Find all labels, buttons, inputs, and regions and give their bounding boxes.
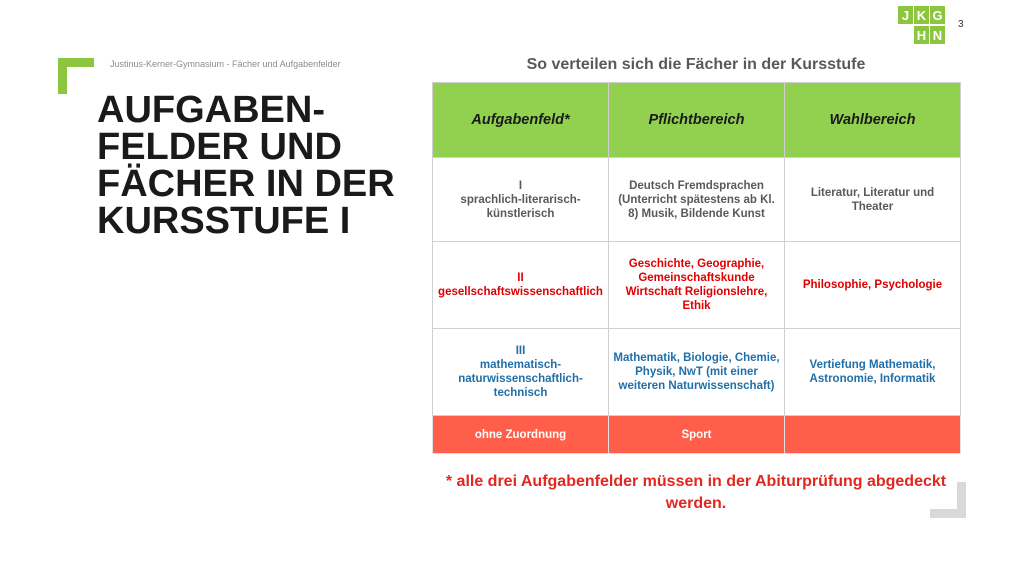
logo-letter: G: [930, 6, 945, 24]
logo-letter: N: [930, 26, 945, 44]
corner-bracket-top-left: [58, 58, 94, 94]
table-row-unassigned: [433, 416, 961, 454]
required-cell: Mathematik, Biologie, Chemie, Physik, NwT (mit einer weiteren Naturwissenschaft): [609, 329, 785, 416]
table-row: [433, 329, 961, 416]
logo-spacer: [898, 26, 913, 44]
elective-cell: Philosophie, Psychologie: [785, 242, 961, 329]
page-number: 3: [958, 19, 964, 30]
field-name: mathematisch-naturwissenschaftlich-technisch: [458, 359, 583, 399]
field-cell: [433, 158, 609, 242]
required-cell: Sport: [609, 416, 785, 454]
elective-cell: Literatur, Literatur und Theater: [785, 158, 961, 242]
school-logo: [898, 6, 946, 46]
field-cell: ohne Zuordnung: [433, 416, 609, 454]
field-number: I: [518, 179, 523, 192]
field-name: sprachlich-literarisch-künstlerisch: [460, 193, 581, 220]
required-cell: Geschichte, Geographie, Gemeinschaftskunde Wirtschaft Religionslehre, Ethik: [609, 242, 785, 329]
footnote: * alle drei Aufgabenfelder müssen in der Abiturprüfung abgedeckt werden.: [445, 473, 947, 512]
logo-letter: K: [914, 6, 929, 24]
logo-letter: J: [898, 6, 913, 24]
column-header-required: Pflichtbereich: [609, 83, 785, 158]
logo-letter: H: [914, 26, 929, 44]
required-cell: Deutsch Fremdsprachen (Unterricht spätestens ab Kl. 8) Musik, Bildende Kunst: [609, 158, 785, 242]
table-row: [433, 158, 961, 242]
slide-title: AUFGABEN-FELDER UND FÄCHER IN DER KURSSTUFE I: [97, 89, 395, 242]
field-name: gesellschaftswissenschaftlich: [438, 286, 603, 298]
elective-cell: [785, 416, 961, 454]
table-heading: So verteilen sich die Fächer in der Kursstufe: [526, 56, 866, 73]
elective-cell: Vertiefung Mathematik, Astronomie, Informatik: [785, 329, 961, 416]
column-header-elective: Wahlbereich: [785, 83, 961, 158]
field-number: III: [515, 345, 526, 357]
field-cell: [433, 329, 609, 416]
table-row: [433, 242, 961, 329]
field-cell: [433, 242, 609, 329]
column-header-field: Aufgabenfeld*: [433, 83, 609, 158]
breadcrumb: Justinus-Kerner-Gymnasium - Fächer und Aufgabenfelder: [110, 59, 341, 69]
table-header-row: [433, 83, 961, 158]
field-number: II: [517, 272, 524, 284]
subjects-table: [432, 82, 961, 454]
